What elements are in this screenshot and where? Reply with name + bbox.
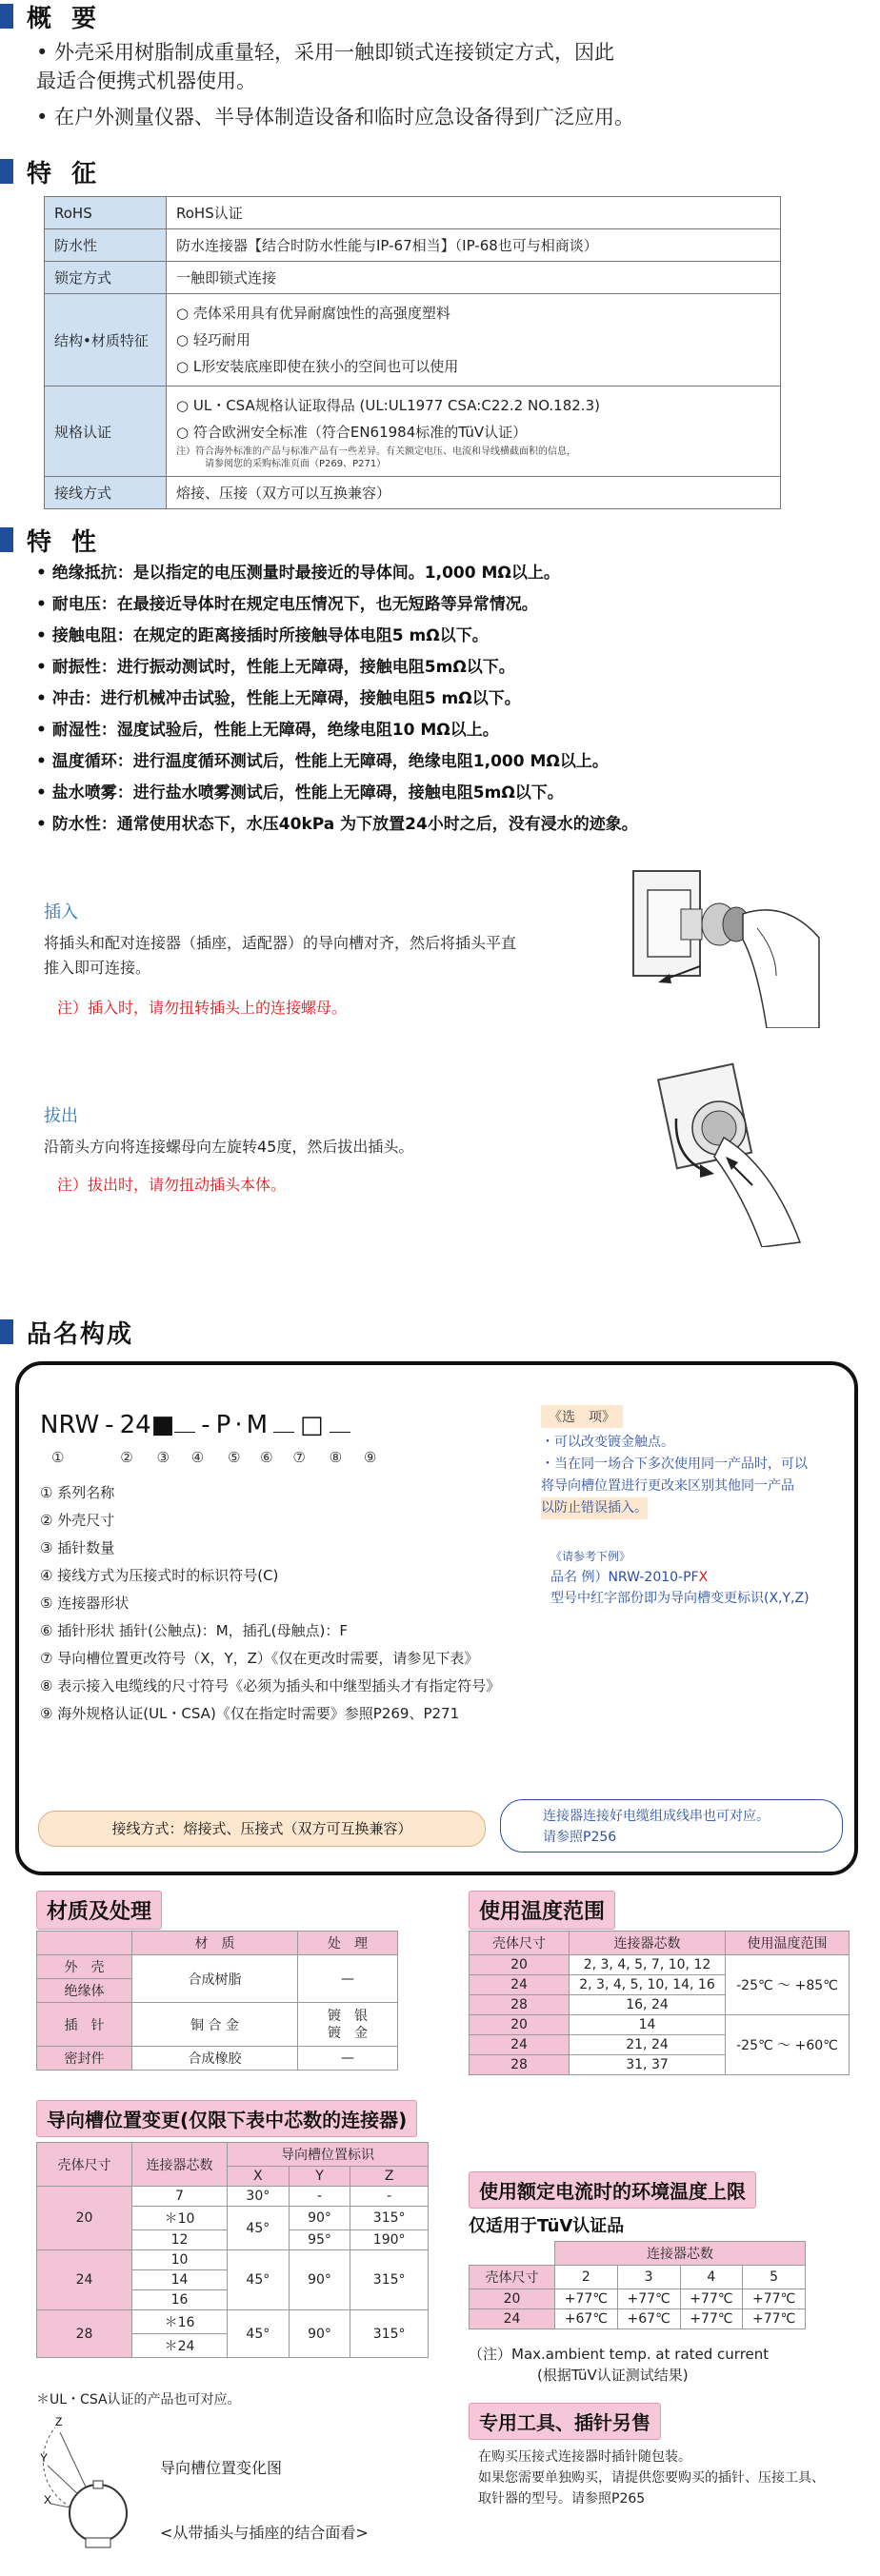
axis-z-label: Z (55, 2415, 63, 2428)
part-number-title: 品名构成 (27, 1319, 134, 1349)
list-item: ⑥ 插针形状 插针(公触点)：M，插孔(母触点)：F (40, 1622, 348, 1639)
table-row: 壳体尺寸 2 3 4 5 (470, 2266, 806, 2289)
characteristics-list (36, 558, 855, 841)
insert-text: 将插头和配对连接器（插座，适配器）的导向槽对齐，然后将插头平直 推入即可连接。 (44, 934, 517, 977)
table-row: 12 95° 190° (37, 2230, 429, 2250)
options-title: 《选 项》 (541, 1405, 623, 1428)
guide-title: 导向槽位置变更(仅限下表中芯数的连接器) (36, 2100, 417, 2137)
insert-note: 注）插入时，请勿扭转插头上的连接螺母。 (57, 999, 348, 1017)
insert-illustration (624, 862, 824, 1028)
list-item: • 冲击：进行机械冲击试验，性能上无障碍，接触电阻5 mΩ以下。 (36, 689, 521, 708)
list-item: ② 外壳尺寸 (40, 1512, 115, 1529)
list-item: ④ 接线方式为压接式时的标识符号(C) (40, 1567, 279, 1584)
guide-table (36, 2142, 429, 2358)
ambient-subtitle: 仅适用于TüV认证品 (469, 2216, 625, 2236)
section-marker (0, 4, 13, 29)
list-item: ③ 插针数量 (40, 1539, 115, 1556)
table-row: 24 +67℃ +67℃ +77℃ +77℃ (470, 2309, 806, 2329)
guide-diagram (36, 2408, 160, 2576)
table-row: 24 10 45° 90° 315° (37, 2250, 429, 2270)
table-row: 20 2, 3, 4, 5, 7, 10, 12 -25℃ ～ +85℃ (470, 1955, 850, 1975)
features-table (44, 196, 781, 509)
list-item: ⑦ 导向槽位置更改符号（X，Y，Z）《仅在更改时需要，请参见下表》 (40, 1650, 479, 1667)
table-row: RoHS RoHS认证 (45, 197, 781, 229)
features-header (0, 155, 102, 188)
code-items (40, 1479, 500, 1728)
table-row: 壳体尺寸 连接器芯数 导向槽位置标识 (37, 2143, 429, 2167)
table-row: 14 (37, 2270, 429, 2290)
table-row: 24 2, 3, 4, 5, 10, 14, 16 (470, 1975, 850, 1995)
list-item: ⑧ 表示接入电缆线的尺寸符号《必须为插头和中继型插头才有指定符号》 (40, 1677, 501, 1694)
list-item: • 温度循环：进行温度循环测试后，性能上无障碍，绝缘电阻1,000 MΩ以上。 (36, 752, 609, 771)
material-title: 材质及处理 (36, 1891, 162, 1930)
section-marker (0, 159, 13, 184)
cable-note: 连接器连接好电缆组成线串也可对应。 请参照P256 (500, 1799, 843, 1853)
remove-note: 注）拔出时，请勿扭动插头本体。 (57, 1176, 287, 1194)
code-index-marks: ① ② ③ ④ ⑤ ⑥ ⑦ ⑧ ⑨ (51, 1449, 377, 1466)
table-row: 20 +77℃ +77℃ +77℃ +77℃ (470, 2289, 806, 2309)
wiring-note: 接线方式：熔接式、压接式（双方可互换兼容） (38, 1811, 486, 1847)
list-item: • 防水性：通常使用状态下，水压40kPa 为下放置24小时之后，没有浸水的迹象。 (36, 815, 638, 834)
table-row: 20 14 -25℃ ～ +60℃ (470, 2015, 850, 2035)
list-item: • 耐电压：在最接近导体时在规定电压情况下，也无短路等异常情况。 (36, 595, 538, 614)
material-table (36, 1931, 398, 2071)
overview-title: 概 要 (27, 4, 103, 33)
remove-illustration (648, 1052, 829, 1247)
remove-section (44, 1102, 615, 1195)
remove-text: 沿箭头方向将连接螺母向左旋转45度，然后拔出插头。 (44, 1138, 414, 1156)
tools-title: 专用工具、插针另售 (469, 2403, 661, 2440)
table-row: 结构•材质特征 ○ 壳体采用具有优异耐腐蚀性的高强度塑料 ○ 轻巧耐用 ○ L形安装底座即使在狭小的空间也可以使用 (45, 294, 781, 386)
insert-section (44, 899, 615, 1018)
list-item: • 耐湿性：湿度试验后，性能上无障碍，绝缘电阻10 MΩ以上。 (36, 721, 499, 740)
guide-footnote: ＊UL・CSA认证的产品也可对应。 (36, 2392, 241, 2408)
table-row: 防水性 防水连接器【结合时防水性能与IP-67相当】（IP-68也可与相商谈） (45, 229, 781, 262)
options-list: ・可以改变镀金触点。 ・当在同一场合下多次使用同一产品时，可以 将导向槽位置进行更改来区别其他同一产品 以防止错误插入。 (541, 1432, 846, 1519)
list-item: • 接触电阻：在规定的距离接插时所接触导体电阻5 mΩ以下。 (36, 626, 489, 645)
table-row: 壳体尺寸 连接器芯数 使用温度范围 (470, 1932, 850, 1955)
table-row: 连接器芯数 (470, 2242, 806, 2266)
table-row: 规格认证 ○ UL・CSA规格认证取得品 (UL:UL1977 CSA:C22.2 NO.182.3) ○ 符合欧洲安全标准（符合EN61984标准的TüV认证） 注）符合海外标准的产品与标准产品有一些差异。有关额定电压、电流和导线横截面积的信息， 请参阅您的采购标准页面（P269、P271） (45, 386, 781, 477)
table-row: 材 质 处 理 (37, 1932, 398, 1955)
axis-y-label: Y (40, 2451, 49, 2465)
table-row: 28 31, 37 (470, 2055, 850, 2075)
table-row: 密封件 合成橡胶 — (37, 2047, 398, 2071)
list-item: ① 系列名称 (40, 1484, 115, 1501)
overview-header (0, 0, 102, 32)
part-code: NRW - 24■ - P · M □ (40, 1411, 350, 1439)
example-block: 《请参考下例》 品名 例）NRW-2010-PFX 型号中红字部份即为导向槽变更标识(X,Y,Z) (550, 1550, 810, 1606)
characteristics-title: 特 性 (27, 527, 103, 557)
table-row: 绝缘体 (37, 1979, 398, 2003)
temperature-table (469, 1931, 850, 2075)
axis-x-label: X (44, 2493, 52, 2507)
table-row: 20 7 30° - - (37, 2187, 429, 2207)
table-row: 24 21, 24 (470, 2035, 850, 2055)
tools-text: 在购买压接式连接器时插针随包装。 如果您需要单独购买，请提供您要购买的插针、压接工具、 取针器的型号。请参照P265 (478, 2449, 825, 2507)
ambient-title: 使用额定电流时的环境温度上限 (469, 2171, 756, 2209)
table-row: ＊10 45° 90° 315° (37, 2207, 429, 2230)
insert-title: 插入 (44, 902, 78, 922)
table-row: ＊24 (37, 2334, 429, 2358)
list-item: • 绝缘抵抗：是以指定的电压测量时最接近的导体间。1,000 MΩ以上。 (36, 564, 560, 583)
list-item: ⑨ 海外规格认证(UL・CSA)《仅在指定时需要》参照P269、P271 (40, 1705, 460, 1722)
list-item: • 盐水喷雾：进行盐水喷雾测试后，性能上无障碍，接触电阻5mΩ以下。 (36, 783, 564, 803)
list-item: ⑤ 连接器形状 (40, 1595, 130, 1612)
table-row: 插 针 铜 合 金 镀 银 镀 金 (37, 2003, 398, 2047)
temperature-title: 使用温度范围 (469, 1891, 615, 1930)
table-row: 锁定方式 一触即锁式连接 (45, 262, 781, 294)
ambient-table (469, 2241, 806, 2329)
table-row: 16 (37, 2290, 429, 2310)
table-row: 28 16, 24 (470, 1995, 850, 2015)
table-row: 接线方式 熔接、压接（双方可以互换兼容） (45, 477, 781, 509)
part-number-box (15, 1361, 858, 1875)
remove-title: 拔出 (44, 1106, 78, 1126)
table-row: 28 ＊16 45° 90° 315° (37, 2310, 429, 2334)
list-item: • 耐振性：进行振动测试时，性能上无障碍，接触电阻5mΩ以下。 (36, 658, 515, 677)
guide-diagram-caption: <从带插头与插座的结合面看> (160, 2524, 369, 2542)
features-title: 特 征 (27, 159, 103, 188)
guide-diagram-label: 导向槽位置变化图 (160, 2459, 283, 2477)
ambient-note: （注）Max.ambient temp. at rated current (根据TüV认证测试结果) (469, 2346, 770, 2384)
table-row: X Y Z (37, 2167, 429, 2187)
section-marker (0, 1319, 13, 1344)
table-row: 外 壳 合成树脂 — (37, 1955, 398, 1979)
overview-text: • 外壳采用树脂制成重量轻，采用一触即锁式连接锁定方式，因此 最适合便携式机器使用。 • 在户外测量仪器、半导体制造设备和临时应急设备得到广泛应用。 (36, 41, 635, 129)
part-number-header (0, 1316, 133, 1348)
section-marker (0, 527, 13, 552)
characteristics-header (0, 524, 102, 556)
